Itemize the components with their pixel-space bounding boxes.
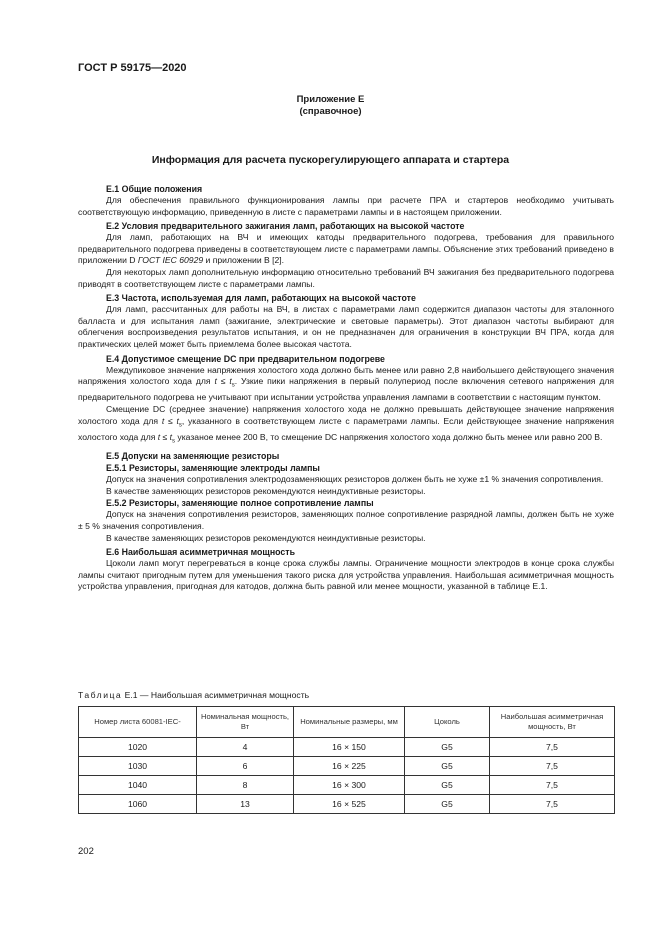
table-cell: 7,5 [490,757,615,776]
table-cell: 7,5 [490,738,615,757]
table-header-row [79,707,615,738]
header-cell: Номинальная мощность, Вт [197,707,294,738]
table-cell: G5 [405,795,490,814]
annex-label: Приложение Е [296,94,365,105]
table-cell: G5 [405,757,490,776]
paragraph [78,365,614,405]
formula-le: ≤ [216,376,230,387]
table-cell: 4 [197,738,294,757]
header-cell: Наибольшая асимметричная мощность, Вт [490,707,615,738]
paragraph: Для некоторых ламп дополнительную информацию относительно требований ВЧ зажигания без предварительного подогрева приводят в соответствующем листе с параметрами лампы. [78,266,614,289]
section-heading-e3: Е.3 Частота, используемая для ламп, работающих на высокой частоте [106,293,416,304]
paragraph: В качестве заменяющих резисторов рекомендуются неиндуктивные резисторы. [106,532,426,543]
section-heading-e2: Е.2 Условия предварительного зажигания ламп, работающих на высокой частоте [106,221,465,232]
annex-title: Информация для расчета пускорегулирующего аппарата и стартера [151,154,510,166]
table-row [79,738,615,757]
table-cell: 8 [197,776,294,795]
text-span: , указанного в соответствующем листе с параметрами лампы. Если действующее значение напряжения холостого хода для [78,415,614,442]
formula-t: t [214,376,217,387]
subsection-heading-e51: Е.5.1 Резисторы, заменяющие электроды лампы [106,463,320,474]
annex-type: (справочное) [299,106,362,117]
formula-ts: t [229,376,232,387]
paragraph: Допуск на значения сопротивления электродозаменяющих резисторов должен быть не хуже ±1 % значения сопротивления. [106,474,604,485]
header-cell: Цоколь [405,707,490,738]
table-cell: 16 × 225 [294,757,405,776]
text-span: указаное менее 200 В, то смещение DC напряжения холостого хода должно быть менее или равно 200 В. [175,431,603,442]
formula-t: t [157,431,161,442]
formula-le: ≤ [164,415,177,426]
header-cell: Номер листа 60081-IEC- [79,707,197,738]
table-cell: 6 [197,757,294,776]
table-cell: G5 [405,776,490,795]
formula-sub: s [172,438,176,445]
caption-text: Е.1 — Наибольшая асимметричная мощность [122,690,310,700]
paragraph: В качестве заменяющих резисторов рекомендуются неиндуктивные резисторы. [106,485,426,496]
caption-word: Таблица [78,690,123,700]
annex-heading [0,94,661,118]
reference-link: ГОСТ IEC 60929 [137,255,204,266]
table-cell: 7,5 [490,795,615,814]
paragraph: Допуск на значения сопротивления резисторов, заменяющих полное сопротивление разрядной лампы, должен быть не хуже ± 5 % значения сопротивления. [78,509,614,532]
section-heading-e4: Е.4 Допустимое смещение DC при предварительном подогреве [106,353,385,364]
table-row [79,776,615,795]
paragraph: Для ламп, рассчитанных для работы на ВЧ, в листах с параметрами ламп содержится диапазон частоты для эталонного балласта и для испытания ламп (зажигание, электрические и световые параметры). Этот диапазон частоты выбирают для облегчения воспроизведения результатов испытания, и он не предназначен для ограничения в конструкции ВЧ ПРА, когда для практических целей может быть приемлема более высокая частота. [78,304,614,349]
table-cell: 16 × 525 [294,795,405,814]
section-heading-e5: Е.5 Допуски на заменяющие резисторы [106,451,280,462]
formula-t: t [161,415,165,426]
text-span: Смещение DC (среднее значение) напряжения холостого хода не должно превышать действующее значение напряжения холостого хода для [78,404,614,426]
paragraph [78,232,614,267]
table-cell: 1030 [79,757,197,776]
text-span: и приложении В [2]. [203,255,285,266]
paragraph: Для обеспечения правильного функционирования лампы при расчете ПРА и стартеров необходимо учитывать соответствующую информацию, приведенную в листе с параметрами лампы и в настоящем приложении. [78,195,614,217]
power-table [78,706,615,814]
table-cell: 16 × 300 [294,776,405,795]
table-cell: G5 [405,738,490,757]
page-number: 202 [78,846,94,857]
formula-sub: s [178,422,182,429]
table-cell: 16 × 150 [294,738,405,757]
section-heading-e6: Е.6 Наибольшая асимметричная мощность [106,547,296,558]
paragraph: Цоколи ламп могут перегреваться в конце срока службы лампы. Ограничение мощности электродов в конце срока службы лампы считают пригодным путем для уменьшения такого риска для устройства управления. Наибольшая асимметричная мощность устройства управления, пригодная для катодов, должна быть равной или менее мощности, указанной в таблице Е.1. [78,558,614,592]
formula-sub: s [231,382,235,389]
document-body [78,183,614,593]
table-row [79,795,615,814]
standard-number: ГОСТ Р 59175—2020 [78,62,187,74]
table-row [79,757,615,776]
section-heading-e1: Е.1 Общие положения [106,184,203,194]
table-cell: 13 [197,795,294,814]
formula-ts: t [176,415,179,426]
formula-le: ≤ [160,431,170,442]
subsection-heading-e52: Е.5.2 Резисторы, заменяющие полное сопротивление лампы [106,498,374,509]
formula-ts: t [169,431,173,442]
table-cell: 1040 [79,776,197,795]
text-span: . Узкие пики напряжения в первый полупериод после включения сетевого напряжения для предварительного подогрева не учитывают при испытании устройства управления лампами в соответствии с настоящим пунктом. [78,376,614,403]
text-span: Междупиковое значение напряжения холостого хода должно быть менее или равно 2,8 наибольшего действующего значения напряжения холостого хода для [78,364,614,387]
table-cell: 1060 [79,795,197,814]
paragraph [78,404,614,448]
table-cell: 7,5 [490,776,615,795]
table-cell: 1020 [79,738,197,757]
header-cell: Номинальные размеры, мм [294,707,405,738]
table-caption [78,690,309,700]
text-span: Для ламп, работающих на ВЧ и имеющих катоды предварительного подогрева, требования для правильного предварительного подогрева приведены в соответствующем листе с параметрами лампы. Объяснение этих требований приведено в приложении D [78,232,614,266]
